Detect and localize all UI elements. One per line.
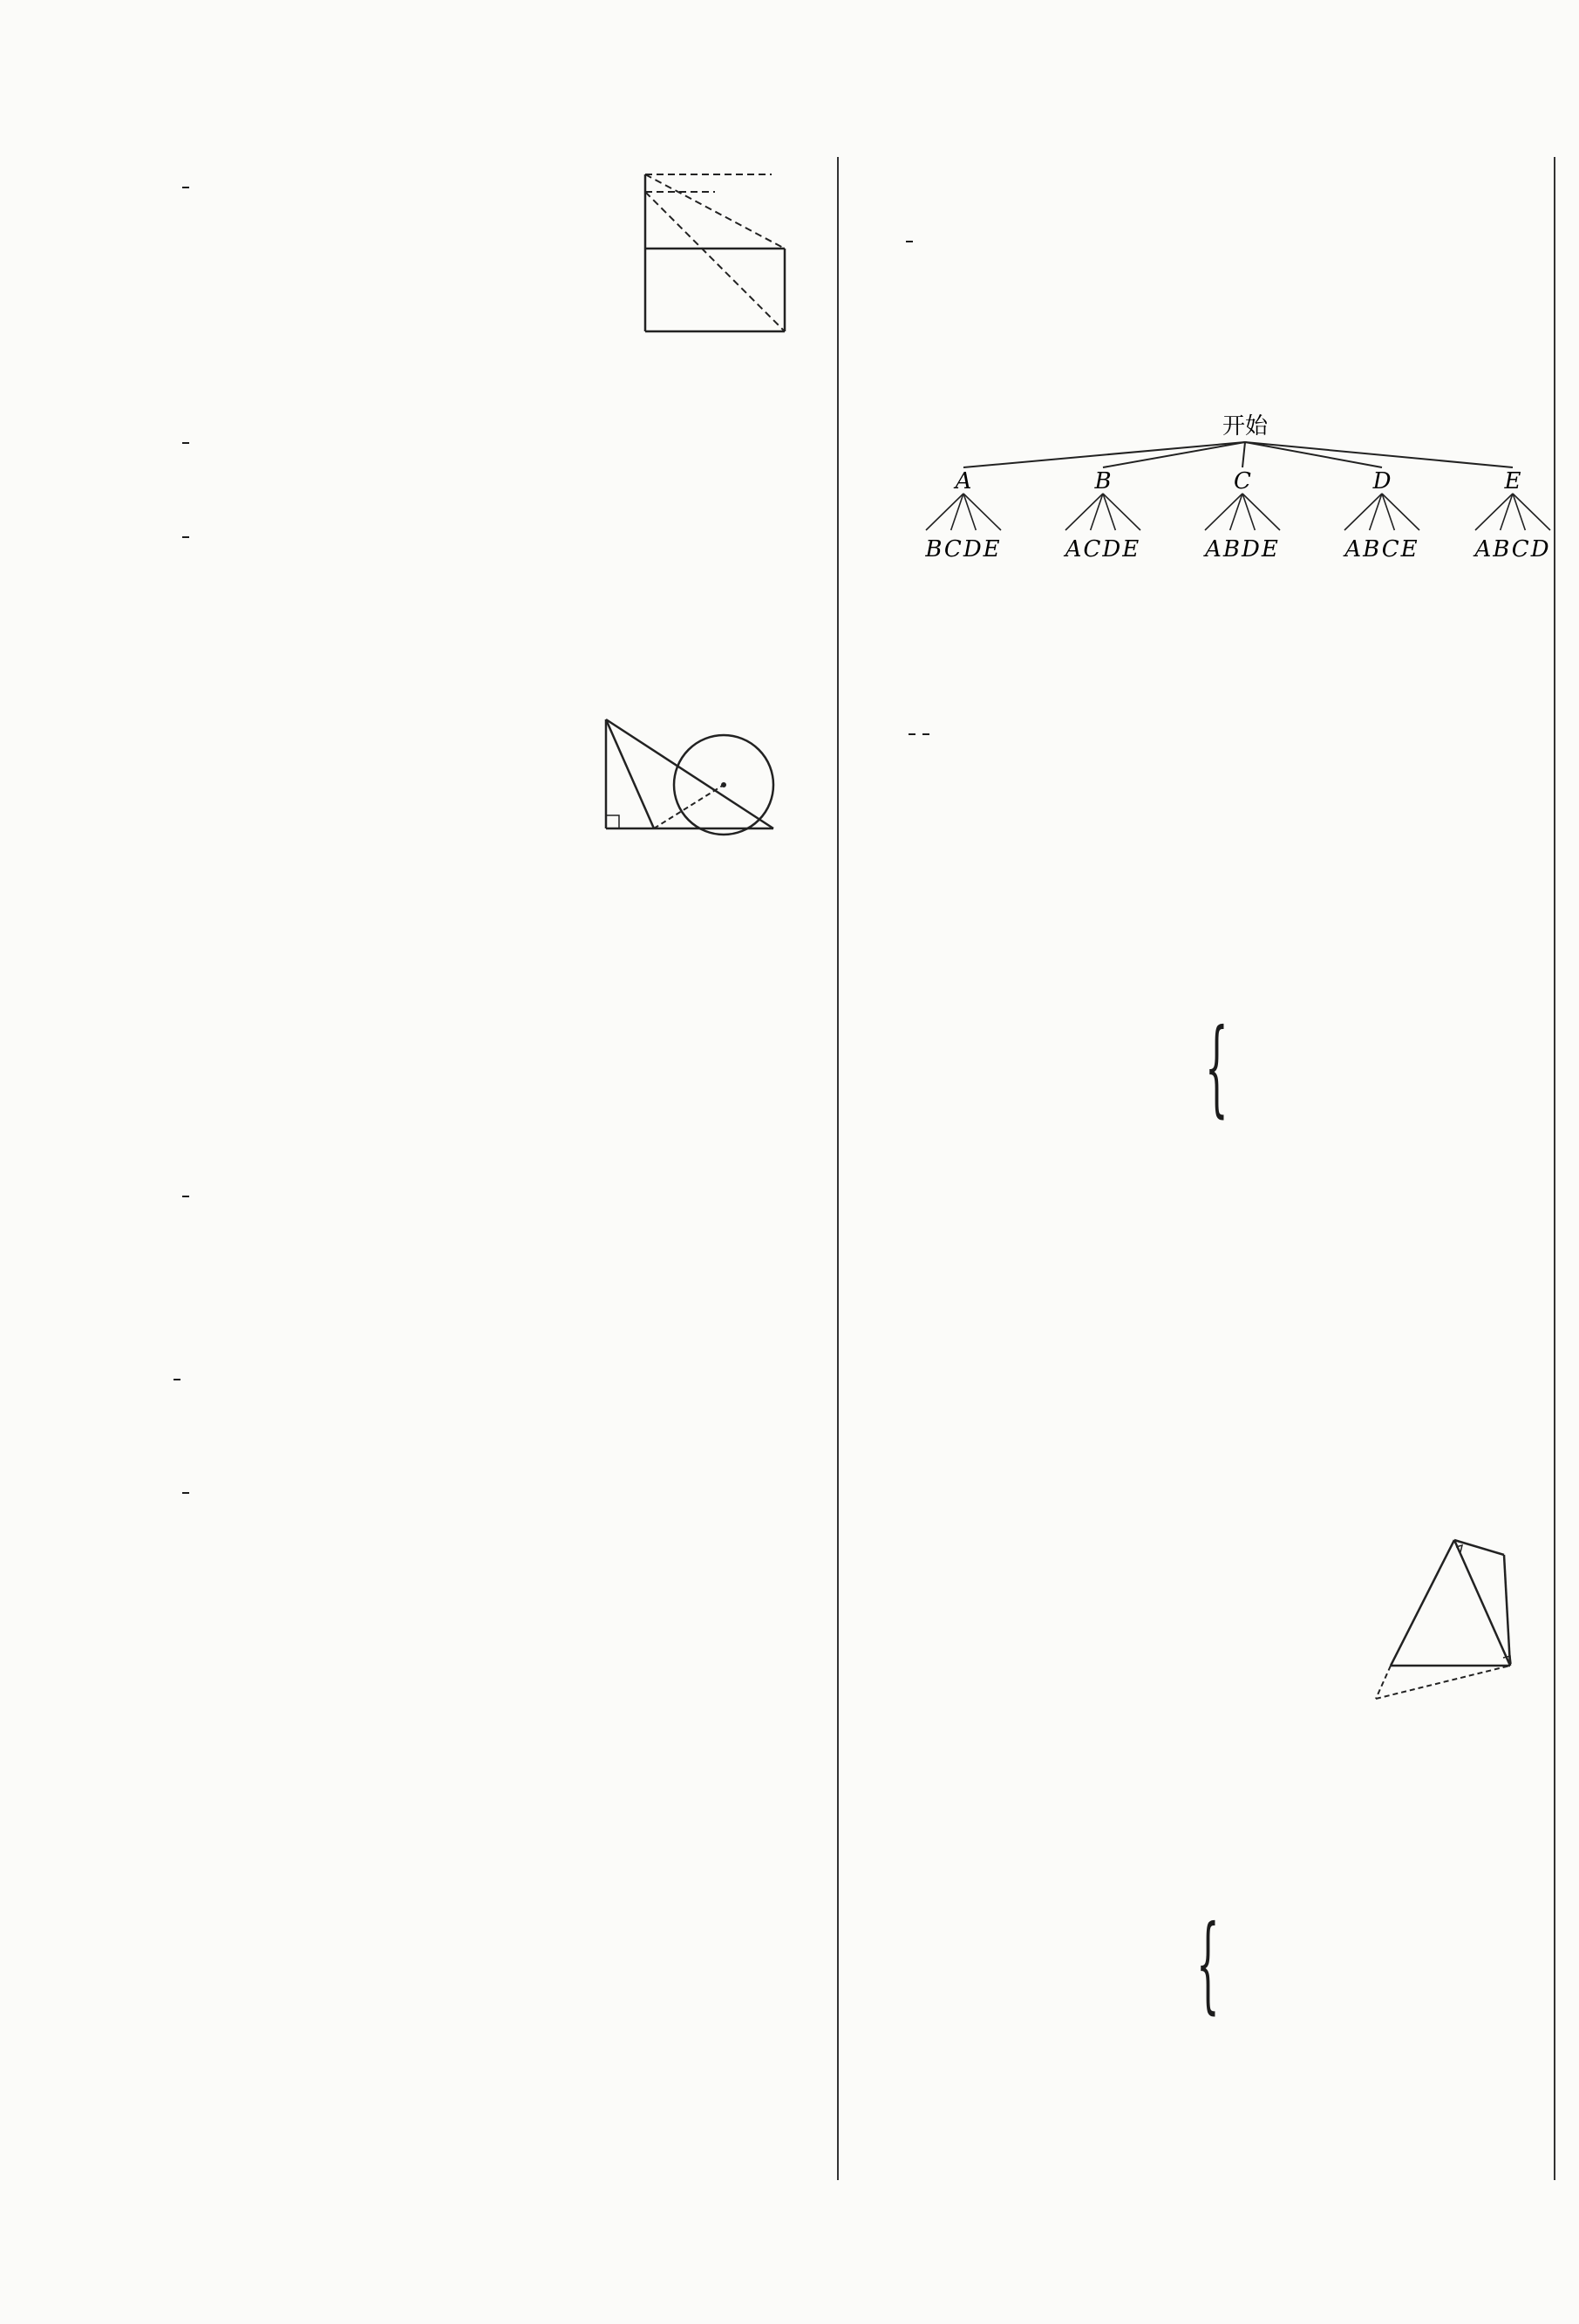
line (179, 1474, 193, 1509)
line (905, 715, 933, 750)
line (179, 168, 193, 203)
line (179, 518, 193, 553)
fraction (922, 733, 929, 735)
fraction (182, 1492, 189, 1494)
fraction (174, 1379, 180, 1380)
tree-node-D: D (1372, 468, 1392, 494)
tree-diagram (907, 406, 1551, 576)
tree-leaves-B: ACDE (1065, 536, 1141, 562)
fraction (909, 733, 915, 735)
tree-branch (1103, 442, 1245, 467)
fraction (182, 536, 189, 538)
fraction (182, 187, 189, 188)
tree-node-A: A (955, 468, 972, 494)
tree-leaves-E: ABCD (1474, 536, 1551, 562)
tree-leaves-C: ABDE (1205, 536, 1280, 562)
figure-21 (619, 153, 820, 358)
figure-24 (1360, 1507, 1530, 1742)
fraction (906, 241, 913, 242)
tree-node-B: B (1094, 468, 1112, 494)
figure-22 (593, 698, 807, 859)
fraction (182, 442, 189, 444)
tree-branch (1245, 442, 1382, 467)
left-brace: { (1196, 1904, 1220, 2025)
line (179, 1177, 193, 1212)
tree-branch (963, 442, 1245, 467)
right-margin-rule (1554, 157, 1555, 2180)
tree-branch (1245, 442, 1513, 467)
column-divider (837, 157, 839, 2180)
line (170, 1360, 184, 1395)
bar-chart (253, 1892, 724, 2163)
tree-root: 开始 (1222, 413, 1269, 440)
tree-leaves-D: ABCE (1344, 536, 1419, 562)
tree-node-E: E (1504, 468, 1521, 494)
tree-leaves-A: BCDE (925, 536, 1002, 562)
tree-branch (1242, 442, 1245, 467)
fraction (182, 1196, 189, 1197)
tree-node-C: C (1234, 468, 1251, 494)
left-brace: { (1205, 1007, 1228, 1128)
line (179, 424, 193, 459)
line (902, 222, 916, 257)
